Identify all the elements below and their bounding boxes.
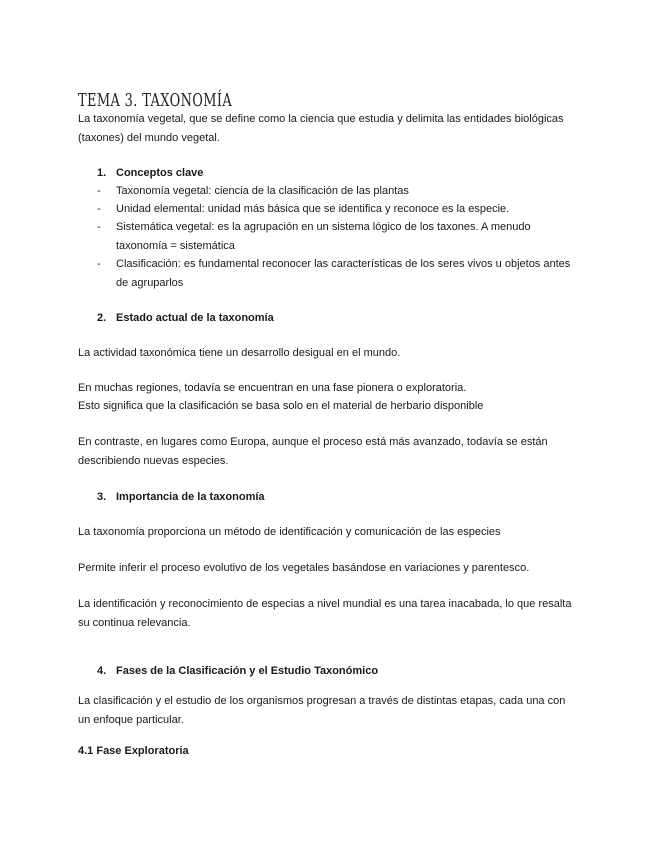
section-number: 2.	[97, 312, 107, 324]
paragraph: Esto significa que la clasificación se basa solo en el material de herbario disponible	[78, 400, 484, 412]
paragraph: Permite inferir el proceso evolutivo de los vegetales basándose en variaciones y parentesco.	[78, 562, 530, 574]
list-item-text: Sistemática vegetal: es la agrupación en un sistema lógico de los taxones. A menudo taxonomía = sistemática	[116, 221, 531, 252]
dash-bullet: -	[97, 203, 101, 215]
paragraph: En muchas regiones, todavía se encuentran en una fase pionera o exploratoria.	[78, 382, 467, 394]
list-item	[97, 255, 572, 292]
list-item-text: Taxonomía vegetal: ciencia de la clasificación de las plantas	[116, 185, 409, 197]
section-heading-2	[97, 309, 274, 327]
section-heading-text: Importancia de la taxonomía	[116, 491, 265, 503]
section-number: 1.	[97, 167, 107, 179]
section-heading-3	[97, 488, 265, 506]
paragraph: La clasificación y el estudio de los organismos progresan a través de distintas etapas, cada una con un enfoque particular.	[78, 695, 566, 726]
paragraph: La taxonomía proporciona un método de identificación y comunicación de las especies	[78, 526, 501, 538]
section-heading-1	[97, 164, 203, 182]
section-number: 4.	[97, 665, 107, 677]
page-title: TEMA 3. TAXONOMÍA	[78, 90, 233, 112]
paragraph: La identificación y reconocimiento de especias a nivel mundial es una tarea inacabada, lo que resalta su continua relevancia.	[78, 598, 572, 629]
intro-paragraph: La taxonomía vegetal, que se define como la ciencia que estudia y delimita las entidades biológicas (taxones) del mundo vegetal.	[78, 113, 564, 144]
subsection-heading: 4.1 Fase Exploratoria	[78, 745, 189, 757]
list-item	[97, 182, 572, 201]
section-heading-text: Fases de la Clasificación y el Estudio Taxonómico	[116, 665, 379, 677]
paragraph: En contraste, en lugares como Europa, aunque el proceso está más avanzado, todavía se están describiendo nuevas especies.	[78, 436, 548, 467]
list-item-text: Unidad elemental: unidad más básica que se identifica y reconoce es la especie.	[116, 203, 510, 215]
section-heading-4	[97, 662, 378, 680]
dash-bullet: -	[97, 185, 101, 197]
section-heading-text: Conceptos clave	[116, 167, 204, 179]
section-number: 3.	[97, 491, 107, 503]
section-heading-text: Estado actual de la taxonomía	[116, 312, 274, 324]
paragraph: La actividad taxonómica tiene un desarrollo desigual en el mundo.	[78, 347, 401, 359]
list-item	[97, 200, 572, 219]
list-item	[97, 218, 572, 255]
dash-bullet: -	[97, 258, 101, 270]
dash-bullet: -	[97, 221, 101, 233]
list-item-text: Clasificación: es fundamental reconocer las características de los seres vivos u objetos antes de agruparlos	[116, 258, 571, 289]
